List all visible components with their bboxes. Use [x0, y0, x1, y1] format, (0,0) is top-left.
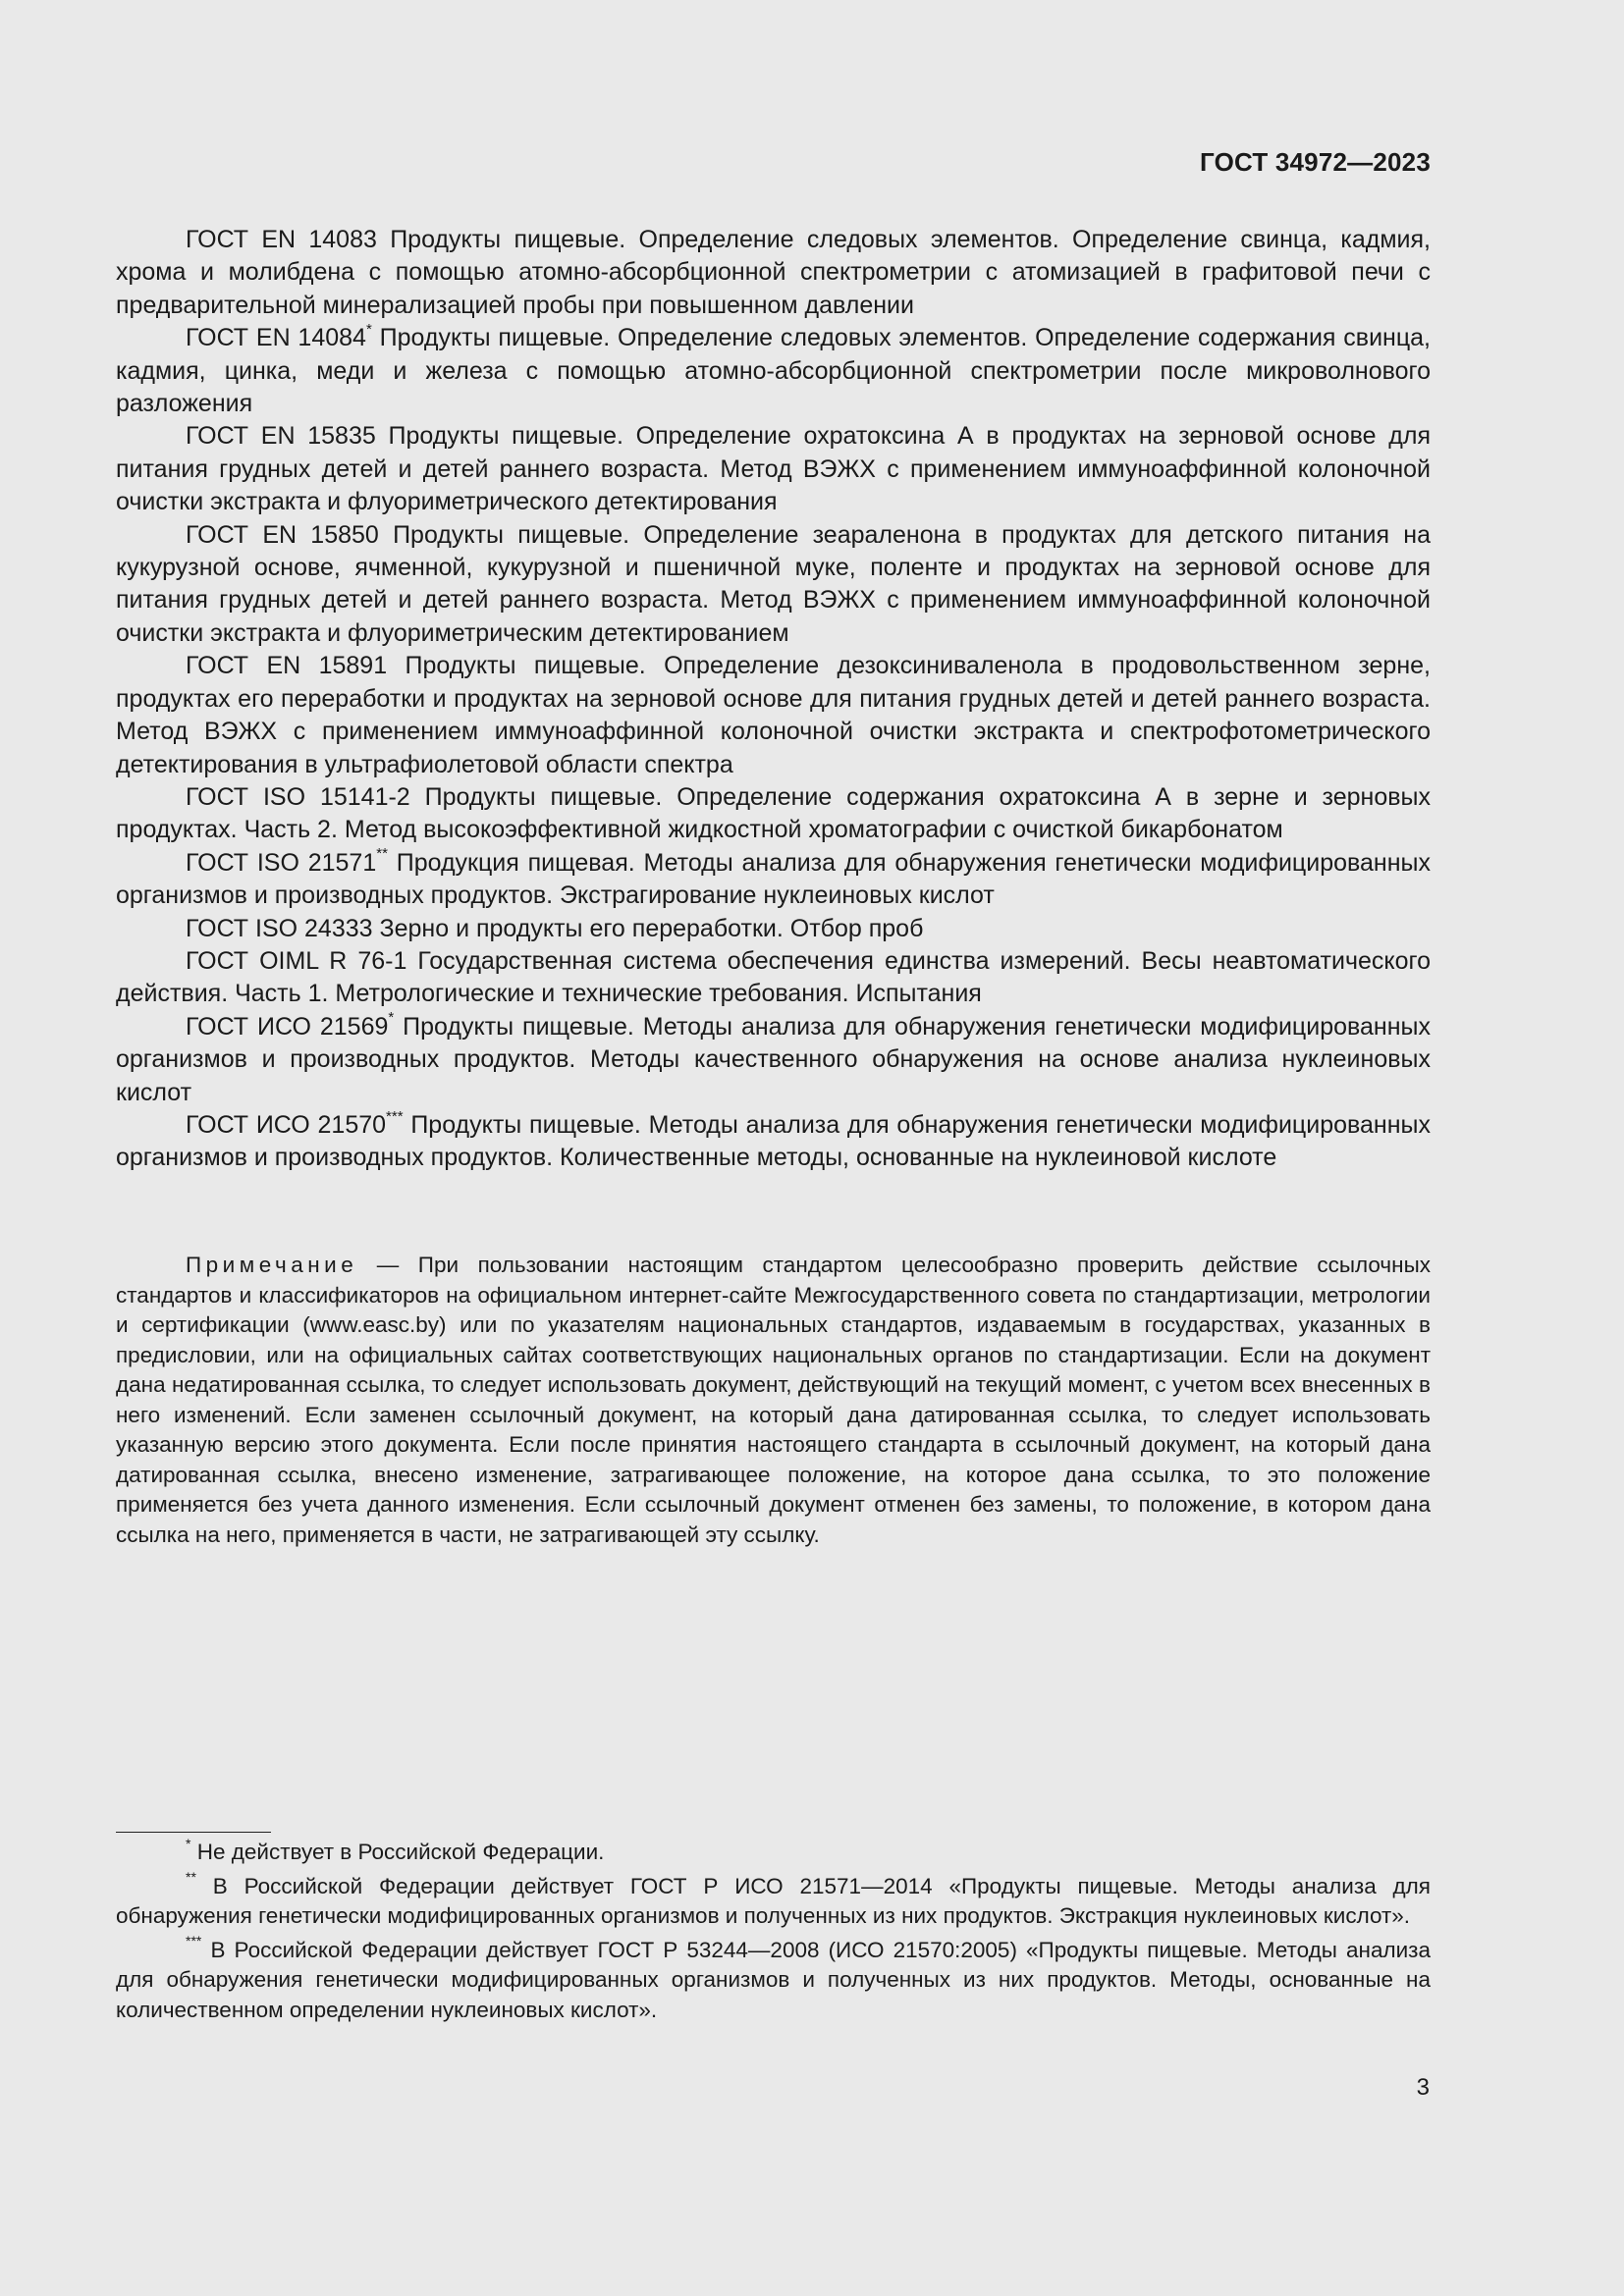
usage-note [116, 1251, 1431, 1550]
reference-code: ГОСТ EN 15835 [186, 422, 376, 451]
footnote-text: В Российской Федерации действует ГОСТ Р 53244—2008 (ИСО 21570:2005) «Продукты пищевые. Методы анализа для обнаружения генетически модифицированных организмов и полученных из них продуктов. Методы, основанные на количественном определении нуклеиновых кислот». [116, 1937, 1431, 2022]
reference-title: Продукты пищевые. Методы анализа для обнаружения генетически модифицированных организмов и производных продуктов. Количественные методы, основанные на нуклеиновой кислоте [116, 1110, 1431, 1172]
reference-item [116, 322, 1431, 420]
reference-title: Государственная система обеспечения единства измерений. Весы неавтоматического действия. Часть 1. Метрологические и технические требования. Испытания [116, 946, 1432, 1008]
reference-title: Продукты пищевые. Методы анализа для обнаружения генетически модифицированных организмов и производных продуктов. Методы качественного обнаружения на основе анализа нуклеиновых кислот [116, 1012, 1431, 1106]
reference-title: Продукты пищевые. Определение зеараленона в продуктах для детского питания на кукурузной основе, ячменной, кукурузной и пшеничной муке, поленте и продуктах на зерновой основе для питания грудных детей и детей раннего возраста. Метод ВЭЖХ с применением иммуноаффинной колоночной очистки экстракта и флуориметрическим детектированием [116, 520, 1431, 647]
footnote-item [116, 1835, 1431, 1868]
footnote-mark: ** [186, 1869, 196, 1885]
reference-item [116, 781, 1431, 847]
reference-code: ГОСТ EN 14084 [186, 324, 366, 352]
reference-item [116, 224, 1431, 322]
reference-item [116, 1011, 1431, 1109]
footnote-mark: ** [376, 845, 388, 863]
reference-item [116, 945, 1431, 1011]
footnote-mark: *** [386, 1107, 404, 1125]
footnote-mark: * [186, 1835, 191, 1851]
reference-code: ГОСТ EN 15891 [186, 652, 388, 680]
footnote-mark: *** [186, 1933, 202, 1949]
reference-code: ГОСТ ИСО 21569 [186, 1012, 389, 1041]
footnote-mark: * [365, 320, 372, 338]
reference-item [116, 519, 1431, 651]
reference-item [116, 650, 1431, 781]
footnote-text: Не действует в Российской Федерации. [196, 1840, 605, 1864]
reference-code: ГОСТ ISO 24333 [186, 914, 373, 942]
footnote-item [116, 1933, 1431, 2026]
document-code-header: ГОСТ 34972—2023 [1200, 147, 1431, 177]
footnote-item [116, 1869, 1431, 1932]
footnote-mark: * [388, 1009, 395, 1027]
page-number: 3 [1416, 2074, 1430, 2101]
reference-title: Продукты пищевые. Определение дезоксиниваленола в продовольственном зерне, продуктах его переработки и продуктах на зерновой основе для питания грудных детей и детей раннего возраста. Метод ВЭЖХ с применением иммуноаффинной колоночной очистки экстракта и спектрофотометрического детектирования в ультрафиолетовой области спектра [116, 652, 1431, 778]
note-text: — При пользовании настоящим стандартом целесообразно проверить действие ссылочных стандартов и классификаторов на официальном интернет-сайте Межгосударственного совета по стандартизации, метрологии и сертификации (www.easc.by) или по указателям национальных стандартов, издаваемым в государствах, указанных в предисловии, или на официальных сайтах соответствующих национальных органов по стандартизации. Если на документ дана недатированная ссылка, то следует использовать документ, действующий на текущий момент, с учетом всех внесенных в него изменений. Если заменен ссылочный документ, на который дана датированная ссылка, то следует использовать указанную версию этого документа. Если после принятия настоящего стандарта в ссылочный документ, на который дана датированная ссылка, внесено изменение, затрагивающее положение, на которое дана ссылка, то это положение применяется без учета данного изменения. Если ссылочный документ отменен без замены, то положение, в котором дана ссылка на него, применяется в части, не затрагивающей эту ссылку. [116, 1253, 1431, 1547]
note-label: Примечание [186, 1253, 358, 1277]
reference-code: ГОСТ ISO 15141-2 [186, 782, 410, 811]
reference-title: Продукты пищевые. Определение следовых элементов. Определение свинца, кадмия, хрома и молибдена с помощью атомно-абсорбционной спектрометрии с атомизацией в графитовой печи с предварительной минерализацией пробы при повышенном давлении [116, 226, 1432, 319]
reference-code: ГОСТ EN 15850 [186, 520, 379, 549]
footnote-separator [116, 1832, 271, 1833]
reference-code: ГОСТ OIML R 76-1 [186, 946, 407, 975]
reference-item [116, 420, 1431, 518]
reference-title: Продукция пищевая. Методы анализа для обнаружения генетически модифицированных организмов и производных продуктов. Экстрагирование нуклеиновых кислот [116, 848, 1431, 910]
reference-title: Продукты пищевые. Определение следовых элементов. Определение содержания свинца, кадмия, цинка, меди и железа с помощью атомно-абсорбционной спектрометрии после микроволнового разложения [116, 324, 1432, 418]
reference-code: ГОСТ ISO 21571 [186, 848, 377, 877]
reference-item [116, 847, 1431, 913]
footnotes [116, 1835, 1431, 2029]
reference-code: ГОСТ ИСО 21570 [186, 1110, 387, 1139]
reference-item [116, 1109, 1431, 1175]
reference-title: Продукты пищевые. Определение охратоксина А в продуктах на зерновой основе для питания грудных детей и детей раннего возраста. Метод ВЭЖХ с применением иммуноаффинной колоночной очистки экстракта и флуориметрического детектирования [116, 422, 1432, 516]
reference-item [116, 913, 1431, 945]
normative-references-list [116, 224, 1431, 1175]
reference-title: Продукты пищевые. Определение содержания охратоксина А в зерне и зерновых продуктах. Часть 2. Метод высокоэффективной жидкостной хроматографии с очисткой бикарбонатом [116, 782, 1432, 844]
reference-title: Зерно и продукты его переработки. Отбор проб [379, 914, 924, 942]
footnote-text: В Российской Федерации действует ГОСТ Р ИСО 21571—2014 «Продукты пищевые. Методы анализа для обнаружения генетически модифицированных организмов и полученных из них продуктов. Экстракция нуклеиновых кислот». [116, 1873, 1431, 1928]
reference-code: ГОСТ EN 14083 [186, 226, 377, 253]
